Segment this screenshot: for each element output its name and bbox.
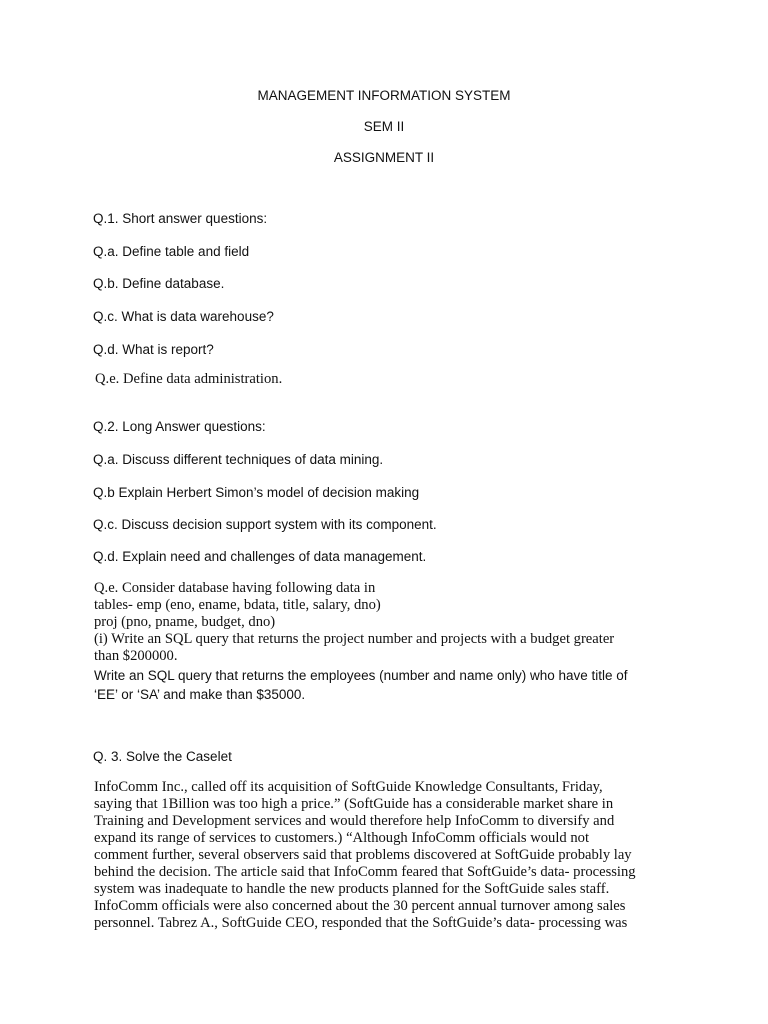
qe-line: (i) Write an SQL query that returns the project number and projects with a budget greater <box>94 631 615 647</box>
section1-heading: Q.1. Short answer questions: <box>93 211 268 226</box>
section3-heading: Q. 3. Solve the Caselet <box>93 749 232 764</box>
qe-line: proj (pno, pname, budget, dno) <box>94 614 276 630</box>
qe-line: than $200000. <box>94 648 178 664</box>
caselet-line: system was inadequate to handle the new products planned for the SoftGuide sales staff. <box>94 881 610 897</box>
section2-question-d: Q.d. Explain need and challenges of data management. <box>93 549 427 564</box>
document-title: MANAGEMENT INFORMATION SYSTEM <box>257 88 511 103</box>
section1-question-c: Q.c. What is data warehouse? <box>93 309 274 324</box>
caselet-line: expand its range of services to customers.) “Although InfoComm officials would not <box>94 830 590 846</box>
qe-line: Write an SQL query that returns the employees (number and name only) who have title of <box>94 668 628 683</box>
caselet-line: comment further, several observers said that problems discovered at SoftGuide probably lay <box>94 847 632 863</box>
section1-question-e: Q.e. Define data administration. <box>95 371 283 387</box>
section1-question-d: Q.d. What is report? <box>93 342 214 357</box>
section2-question-a: Q.a. Discuss different techniques of data mining. <box>93 452 384 467</box>
section2-question-b: Q.b Explain Herbert Simon’s model of decision making <box>93 485 420 500</box>
caselet-line: InfoComm officials were also concerned about the 30 percent annual turnover among sales <box>94 898 626 914</box>
caselet-line: behind the decision. The article said that InfoComm feared that SoftGuide’s data- processing <box>94 864 636 880</box>
section1-question-a: Q.a. Define table and field <box>93 244 250 259</box>
assignment-label: ASSIGNMENT II <box>333 150 435 165</box>
section2-question-c: Q.c. Discuss decision support system with its component. <box>93 517 437 532</box>
qe-line: Q.e. Consider database having following data in <box>94 580 376 596</box>
section2-question-e <box>94 580 694 704</box>
section1-question-b: Q.b. Define database. <box>93 276 225 291</box>
caselet-paragraph <box>94 779 694 932</box>
qe-line: ‘EE’ or ‘SA’ and make than $35000. <box>94 687 306 702</box>
qe-line: tables- emp (eno, ename, bdata, title, salary, dno) <box>94 597 381 613</box>
semester-label: SEM II <box>363 119 405 134</box>
caselet-line: personnel. Tabrez A., SoftGuide CEO, responded that the SoftGuide’s data- processing was <box>94 915 628 931</box>
caselet-line: Training and Development services and would therefore help InfoComm to diversify and <box>94 813 615 829</box>
caselet-line: InfoComm Inc., called off its acquisition of SoftGuide Knowledge Consultants, Friday, <box>94 779 603 795</box>
caselet-line: saying that 1Billion was too high a price.” (SoftGuide has a considerable market share in <box>94 796 614 812</box>
section2-heading: Q.2. Long Answer questions: <box>93 419 266 434</box>
